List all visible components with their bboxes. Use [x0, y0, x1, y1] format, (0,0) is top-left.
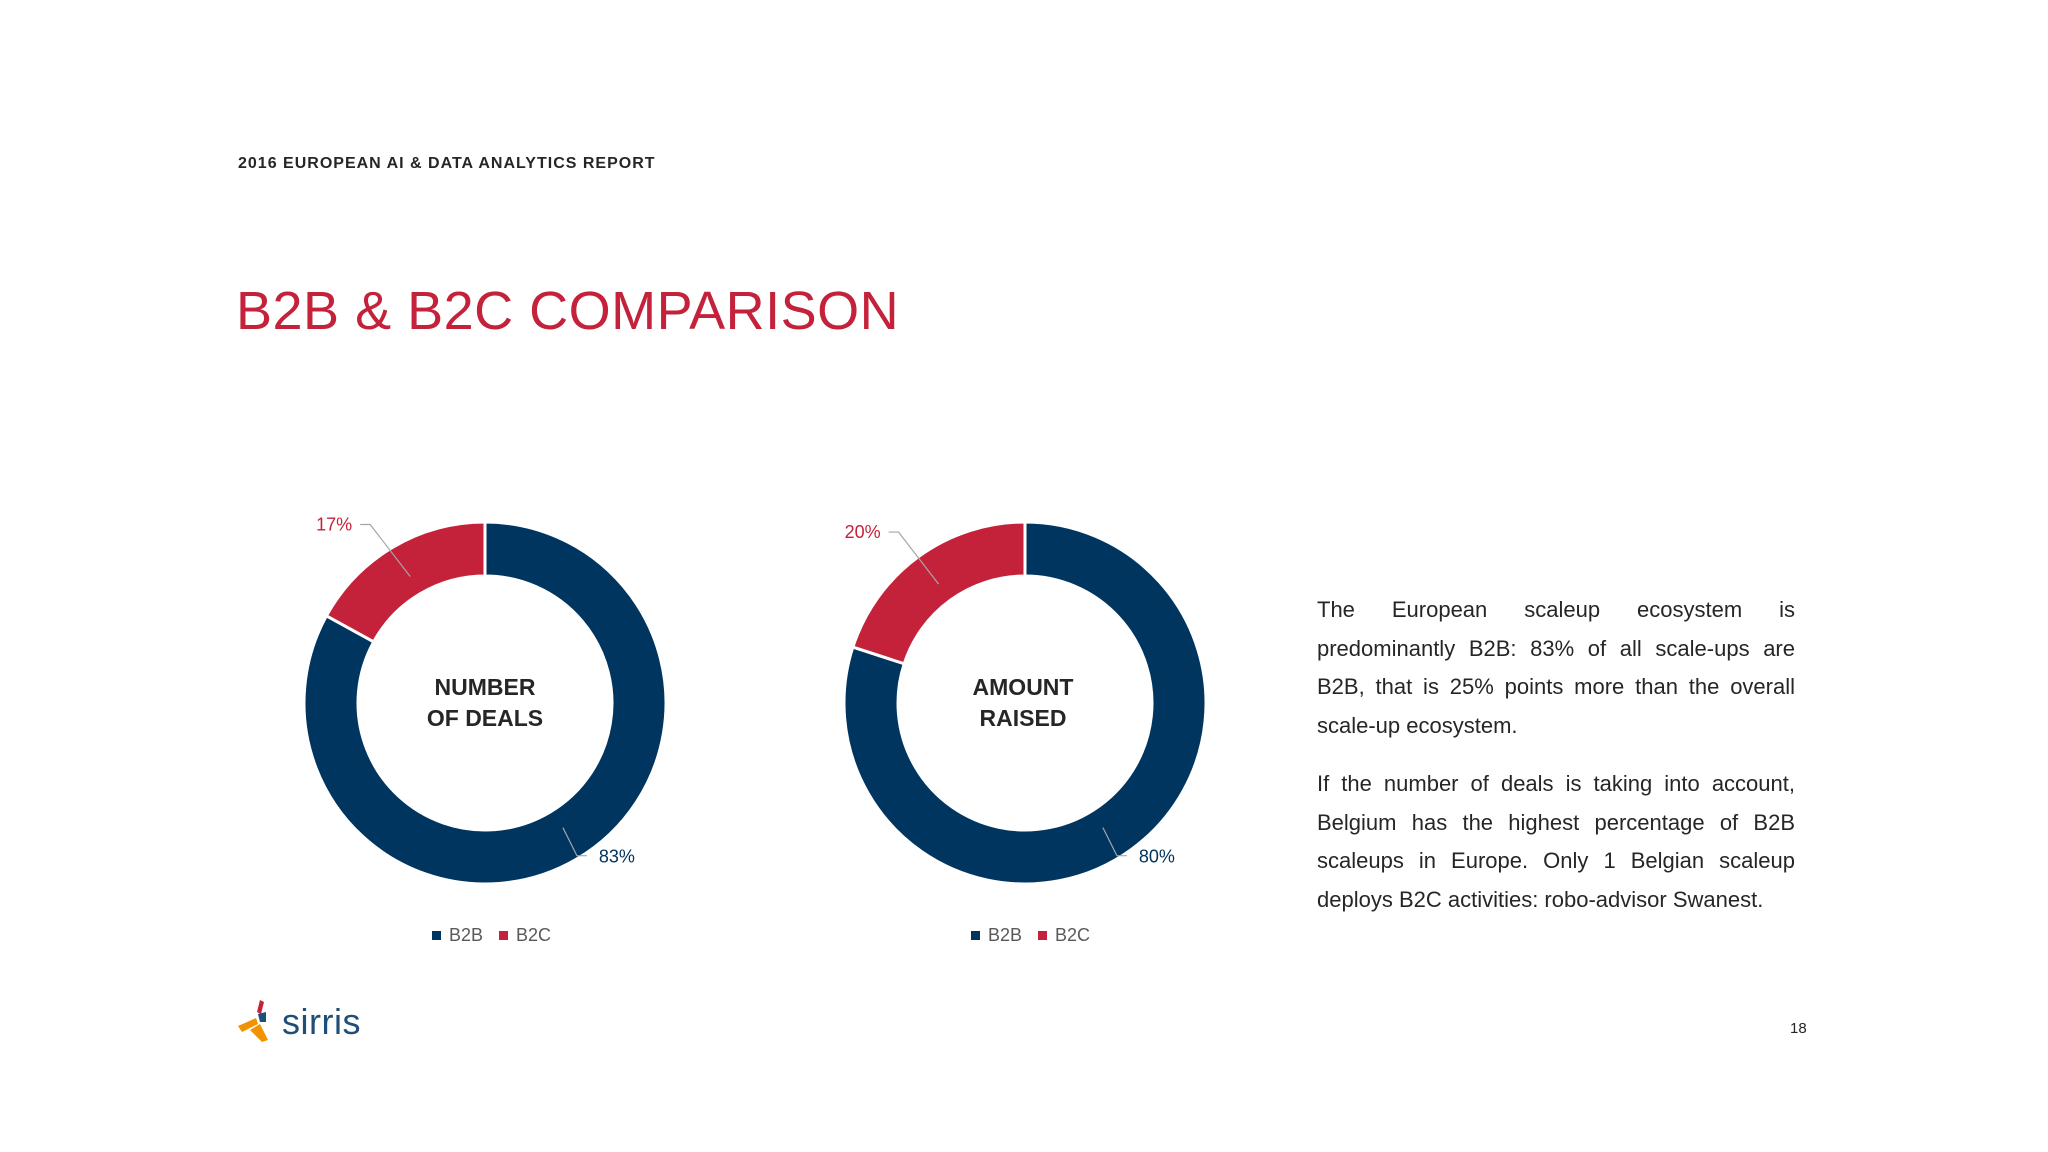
chart-center-label — [893, 672, 1153, 734]
legend-label-b2b: B2B — [988, 925, 1023, 945]
chart-legend — [971, 925, 1090, 946]
donut-slice-b2c — [853, 522, 1025, 664]
chart-center-label-line1: NUMBER — [434, 674, 536, 700]
chart-legend — [432, 925, 551, 946]
chart-amount-raised — [800, 480, 1300, 960]
chart-number-of-deals — [260, 480, 760, 960]
legend-swatch-b2b — [432, 931, 441, 940]
legend-item-b2b — [971, 925, 1022, 946]
legend-item-b2b — [432, 925, 483, 946]
sirris-logo — [236, 1000, 361, 1044]
chart-center-label — [355, 672, 615, 734]
legend-swatch-b2b — [971, 931, 980, 940]
page-title: B2B & B2C COMPARISON — [236, 281, 900, 341]
chart-center-label-line1: AMOUNT — [972, 674, 1074, 700]
legend-label-b2b: B2B — [449, 925, 484, 945]
legend-label-b2c: B2C — [516, 925, 552, 945]
legend-swatch-b2c — [1038, 931, 1047, 940]
legend-item-b2c — [499, 925, 551, 946]
page-number: 18 — [1790, 1020, 1807, 1037]
body-paragraph-1: The European scaleup ecosystem is predominantly B2B: 83% of all scale-ups are B2B, that is 25% points more than the overall scale-up ecosystem. — [1317, 597, 1795, 738]
sirris-logo-text: sirris — [282, 1001, 361, 1042]
report-header: 2016 EUROPEAN AI & DATA ANALYTICS REPORT — [238, 155, 656, 172]
data-label-b2c: 17% — [316, 514, 353, 535]
chart-center-label-line2: OF DEALS — [426, 705, 544, 731]
data-label-b2b: 80% — [1138, 846, 1175, 867]
data-label-b2c: 20% — [844, 522, 881, 543]
legend-label-b2c: B2C — [1055, 925, 1091, 945]
chart-center-label-line2: RAISED — [979, 705, 1067, 731]
legend-swatch-b2c — [499, 931, 508, 940]
data-label-b2b: 83% — [598, 846, 635, 867]
body-text — [1317, 591, 1795, 939]
sirris-logo-icon — [236, 1000, 278, 1044]
donut-slice-b2c — [326, 522, 485, 642]
body-paragraph-2: If the number of deals is taking into account, Belgium has the highest percentage of B2B scaleups in Europe. Only 1 Belgian scaleup deploys B2C activities: robo-advisor Swanest. — [1317, 771, 1795, 912]
legend-item-b2c — [1038, 925, 1090, 946]
